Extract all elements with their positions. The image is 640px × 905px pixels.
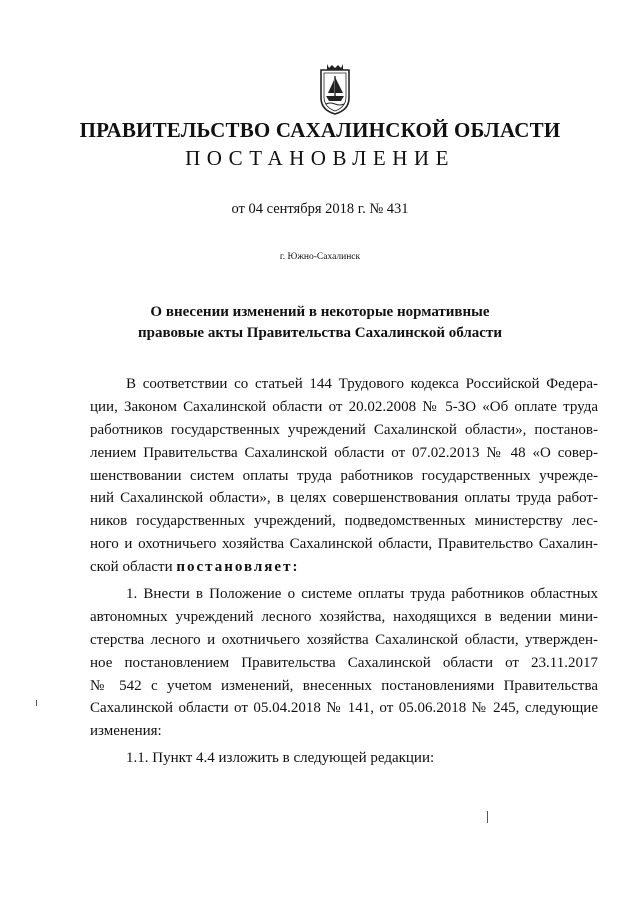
item-1-line: 1. Внести в Положение о системе оплаты труда работников областных xyxy=(126,586,598,603)
preamble-line: шенствовании систем оплаты труда работников государственных учрежде- xyxy=(90,467,598,484)
item-1-line: стерства лесного и охотничьего хозяйства Сахалинской области, утвержден- xyxy=(90,631,598,648)
document-type: ПОСТАНОВЛЕНИЕ xyxy=(185,146,455,170)
document-body xyxy=(90,373,598,770)
sakhalin-coat-of-arms-icon xyxy=(315,60,355,116)
preamble-line: ний Сахалинской области», в целях совершенствования оплаты труда работ- xyxy=(90,490,598,507)
scan-mark xyxy=(36,700,37,706)
document-date-number: от 04 сентября 2018 г. № 431 xyxy=(231,201,409,217)
preamble-line: В соответствии со статьей 144 Трудового кодекса Российской Федера- xyxy=(126,376,598,392)
preamble-last-line xyxy=(90,556,598,579)
item-1-line: изменения: xyxy=(90,723,162,740)
item-1-line: № 542 с учетом изменений, внесенных постановлениями Правительства xyxy=(90,677,598,694)
preamble-line: работников государственных учреждений Сахалинской области», постанов- xyxy=(90,421,598,438)
item-1-1-line: 1.1. Пункт 4.4 изложить в следующей редакции: xyxy=(126,750,435,767)
scan-mark xyxy=(487,811,488,823)
preamble-line-end: ской области xyxy=(90,559,173,576)
decree-word: постановляет: xyxy=(176,559,300,576)
document-city: г. Южно-Сахалинск xyxy=(279,252,361,262)
item-1-line: автономных учреждений лесного хозяйства, находящихся в ведении мини- xyxy=(90,608,598,625)
preamble-line: ников государственных учреждений, подведомственных министерству лес- xyxy=(90,513,598,530)
document-subject xyxy=(0,302,640,344)
preamble-line: ного и охотничьего хозяйства Сахалинской области, Правительство Сахалин- xyxy=(90,536,598,553)
preamble-line: лением Правительства Сахалинской области от 07.02.2013 № 48 «О совер- xyxy=(90,444,598,461)
organization-name: ПРАВИТЕЛЬСТВО САХАЛИНСКОЙ ОБЛАСТИ xyxy=(79,118,561,142)
item-1-line: Сахалинской области от 05.04.2018 № 141, от 05.06.2018 № 245, следующие xyxy=(90,700,598,717)
item-1-line: ное постановлением Правительства Сахалинской области от 23.11.2017 xyxy=(90,654,598,671)
subject-line: правовые акты Правительства Сахалинской области xyxy=(138,325,502,341)
subject-line: О внесении изменений в некоторые нормативные xyxy=(150,304,490,320)
preamble-line: ции, Законом Сахалинской области от 20.02.2008 № 5-ЗО «Об оплате труда xyxy=(90,398,598,415)
